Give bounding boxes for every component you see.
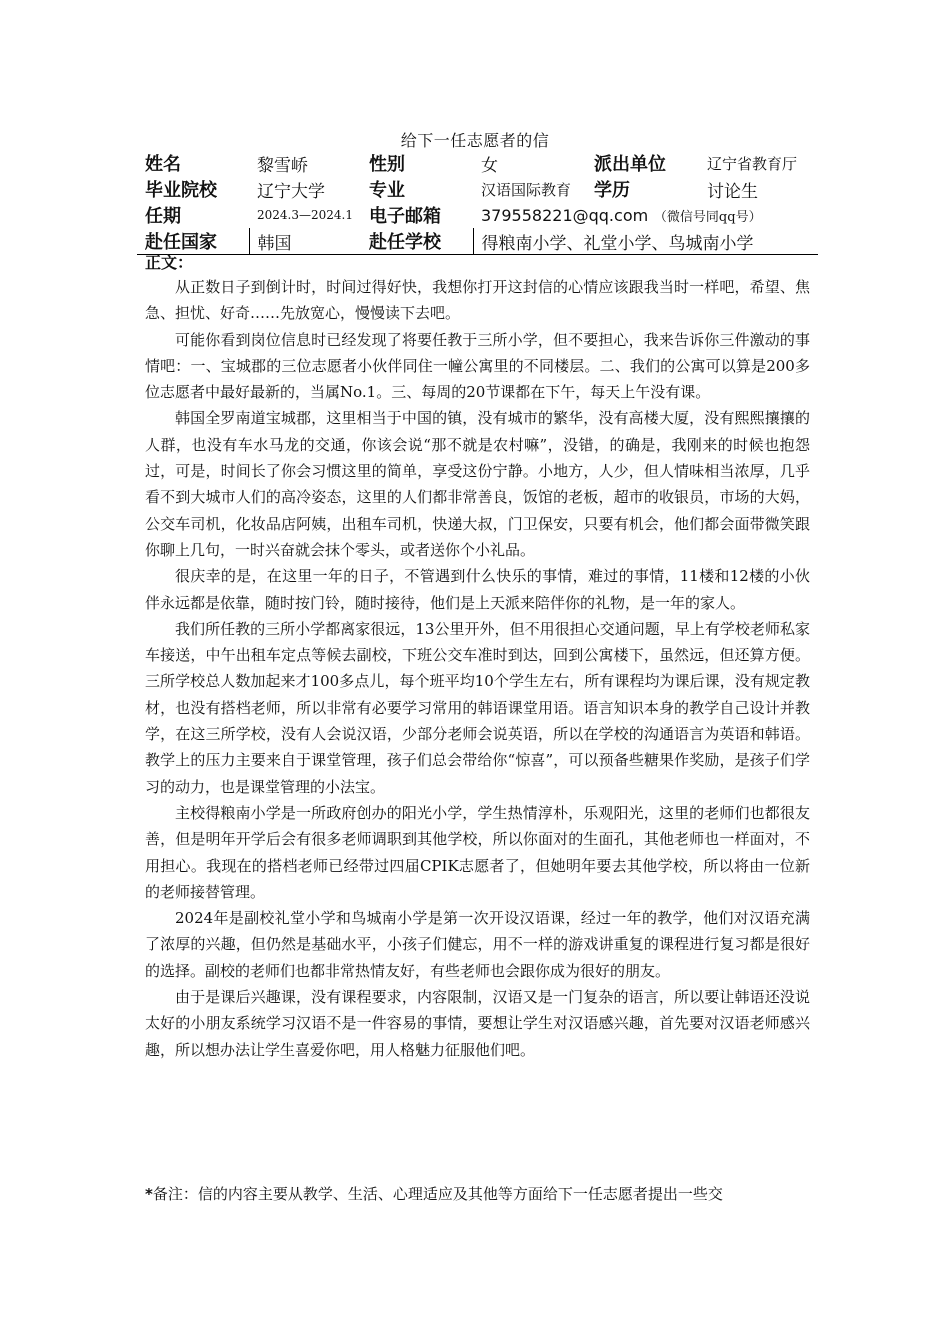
paragraph: 由于是课后兴趣课，没有课程要求，内容限制，汉语又是一门复杂的语言，所以要让韩语还没说太好的小朋友系统学习汉语不是一件容易的事情，要想让学生对汉语感兴趣，首先要对汉语老师感兴趣，所以想办法让学生喜爱你吧，用人格魅力征服他们吧。 — [145, 988, 810, 1059]
paragraph: 韩国全罗南道宝城郡，这里相当于中国的镇，没有城市的繁华，没有高楼大厦，没有熙熙攘攘的人群，也没有车水马龙的交通，你该会说“那不就是农村嘛”，没错，的确是，我刚来的时候也抱怨过，可是，时间长了你会习惯这里的简单，享受这份宁静。小地方，人少，但人情味相当浓厚，几乎看不到大城市人们的高冷姿态，这里的人们都非常善良，饭馆的老板，超市的收银员，市场的大妈，公交车司机，化妆品店阿姨，出租车司机，快递大叔，门卫保安，只要有机会，他们都会面带微笑跟你聊上几句，一时兴奋就会抹个零头，或者送你个小礼品。 — [145, 409, 810, 559]
info-row — [137, 176, 818, 202]
dispatch-unit-label: 派出单位 — [594, 154, 666, 175]
gender-value: 女 — [481, 155, 498, 176]
post-school-label: 赴任学校 — [361, 228, 473, 255]
major-label: 专业 — [369, 180, 405, 201]
volunteer-info-table — [137, 150, 818, 255]
email-value[interactable]: 379558221@qq.com — [481, 205, 649, 225]
paragraph: 可能你看到岗位信息时已经发现了将要任教于三所小学，但不要担心，我来告诉你三件激动的事情吧：一、宝城郡的三位志愿者小伙伴同住一幢公寓里的不同楼层。二、我们的公寓可以算是200多位志愿者中最好最新的，当属No.1。三、每周的20节课都在下午，每天上午没有课。 — [145, 330, 810, 402]
term-value: 2024.3—2024.1 — [257, 208, 353, 222]
country-label: 赴任国家 — [137, 228, 249, 255]
major-value: 汉语国际教育 — [481, 180, 572, 199]
name-value: 黎雪峤 — [257, 155, 308, 176]
info-row — [137, 150, 818, 176]
degree-value: 讨论生 — [707, 181, 758, 202]
degree-label: 学历 — [594, 180, 630, 201]
email-note: （微信号同qq号） — [653, 209, 762, 225]
body-section-label: 正文： — [145, 253, 194, 272]
gender-label: 性别 — [369, 154, 405, 175]
graduate-school-label: 毕业院校 — [145, 180, 217, 201]
email-cell — [473, 202, 818, 228]
letter-body — [145, 274, 810, 1063]
paragraph: 很庆幸的是，在这里一年的日子，不管遇到什么快乐的事情，难过的事情，11楼和12楼的小伙伴永远都是依靠，随时按门铃，随时接待，他们是上天派来陪伴你的礼物，是一年的家人。 — [145, 567, 810, 612]
paragraph: 我们所任教的三所小学都离家很远，13公里开外，但不用很担心交通问题，早上有学校老师私家车接送，中午出租车定点等候去副校，下班公交车准时到达，回到公寓楼下，虽然远，但还算方便。三所学校总人数加起来才100多点儿，每个班平均10个学生左右，所有课程均为课后课，没有规定教材，也没有搭档老师，所以非常有必要学习常用的韩语课堂用语。语言知识本身的教学自己设计并教学，在这三所学校，没有人会说汉语，少部分老师会说英语，所以在学校的沟通语言为英语和韩语。教学上的压力主要来自于课堂管理，孩子们总会带给你“惊喜”，可以预备些糖果作奖励，是孩子们学习的动力，也是课堂管理的小法宝。 — [145, 619, 810, 796]
graduate-school-value: 辽宁大学 — [257, 181, 325, 202]
remark-note — [145, 1181, 815, 1207]
paragraph: 从正数日子到倒计时，时间过得好快，我想你打开这封信的心情应该跟我当时一样吧，希望、焦急、担忧、好奇……先放宽心，慢慢读下去吧。 — [145, 278, 810, 323]
term-label: 任期 — [145, 206, 181, 227]
name-label: 姓名 — [145, 154, 181, 175]
document-title: 给下一任志愿者的信 — [400, 131, 550, 150]
country-value: 韩国 — [249, 228, 361, 255]
note-star: * — [145, 1185, 153, 1203]
note-text: 备注：信的内容主要从教学、生活、心理适应及其他等方面给下一任志愿者提出一些交 — [152, 1185, 723, 1203]
email-label: 电子邮箱 — [369, 206, 441, 227]
dispatch-unit-value: 辽宁省教育厅 — [707, 154, 798, 173]
info-row — [137, 202, 818, 228]
post-school-value: 得粮南小学、礼堂小学、鸟城南小学 — [473, 228, 818, 255]
info-row — [137, 228, 818, 255]
paragraph: 2024年是副校礼堂小学和鸟城南小学是第一次开设汉语课，经过一年的教学，他们对汉语充满了浓厚的兴趣，但仍然是基础水平，小孩子们健忘，用不一样的游戏讲重复的课程进行复习都是很好的选择。副校的老师们也都非常热情友好，有些老师也会跟你成为很好的朋友。 — [145, 909, 810, 980]
paragraph: 主校得粮南小学是一所政府创办的阳光小学，学生热情淳朴，乐观阳光，这里的老师们也都很友善，但是明年开学后会有很多老师调职到其他学校，所以你面对的生面孔，其他老师也一样面对，不用担心。我现在的搭档老师已经带过四届CPIK志愿者了，但她明年要去其他学校，所以将由一位新的老师接替管理。 — [145, 803, 810, 901]
